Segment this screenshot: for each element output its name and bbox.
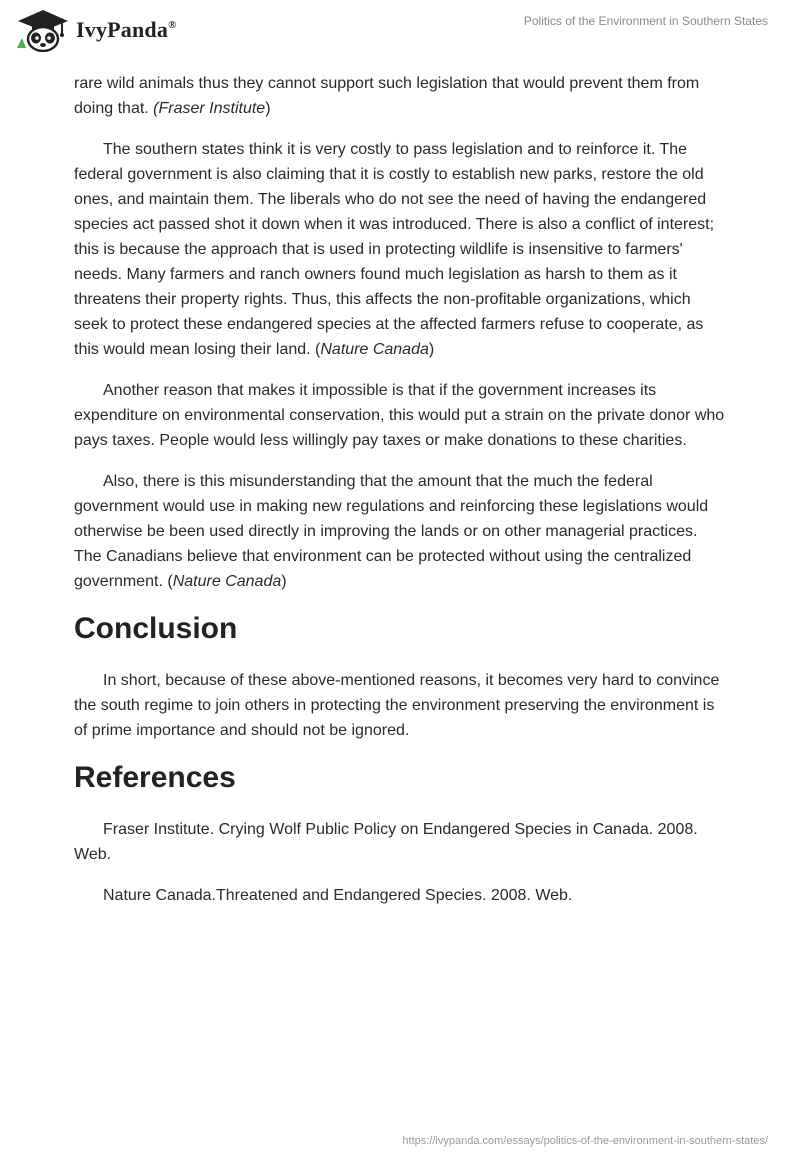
reference-item: Fraser Institute. Crying Wolf Public Policy on Endangered Species in Canada. 2008. Web. [74, 821, 698, 863]
citation: Nature Canada [320, 341, 429, 358]
reference-item: Nature Canada.Threatened and Endangered Species. 2008. Web. [103, 887, 573, 904]
panda-graduation-cap-icon [14, 8, 72, 52]
running-title: Politics of the Environment in Southern States [523, 14, 768, 28]
paragraph-4: Also, there is this misunderstanding that the amount that the much the federal government would use in making new regulations and reinforcing these legislations would otherwise be been used directly in improving the lands or on other managerial practices. The Canadians believe that environment can be protected without using the centralized government. (Nature Canada) [74, 473, 709, 590]
ivypanda-logo[interactable] [14, 8, 177, 52]
brand-name: IvyPanda® [76, 17, 177, 42]
citation: (Fraser Institute [153, 100, 266, 117]
paragraph-1: rare wild animals thus they cannot support such legislation that would prevent them from doing that. (Fraser Institute) [74, 75, 700, 117]
page-header [0, 0, 800, 60]
essay-body [74, 71, 726, 924]
source-url-link[interactable]: https://ivypanda.com/essays/politics-of-the-environment-in-southern-states/ [402, 1135, 768, 1147]
conclusion-heading: Conclusion [74, 612, 238, 645]
citation: Nature Canada [172, 573, 282, 590]
paragraph-2: The southern states think it is very costly to pass legislation and to reinforce it. The federal government is also claiming that it is costly to establish new parks, restore the old ones, and maintain them. The liberals who do not see the need of having the endangered species act passed shot it down when it was introduced. There is also a conflict of interest; this is because the approach that is used in protecting wildlife is insensitive to farmers' needs. Many farmers and ranch owners found much legislation as harsh to them as it threatens their property rights. Thus, this affects the non-profitable organizations, which seek to protect these endangered species at the affected farmers refuse to cooperate, as this would mean losing their land. (Nature Canada) [74, 141, 715, 358]
references-heading: References [74, 761, 236, 794]
paragraph-3: Another reason that makes it impossible is that if the government increases its expenditure on environmental conservation, this would put a strain on the private donor who pays taxes. People would less willingly pay taxes or make donations to these charities. [74, 382, 725, 449]
conclusion-paragraph: In short, because of these above-mentioned reasons, it becomes very hard to convince the south regime to join others in protecting the environment preserving the environment is of prime importance and should not be ignored. [74, 672, 720, 739]
